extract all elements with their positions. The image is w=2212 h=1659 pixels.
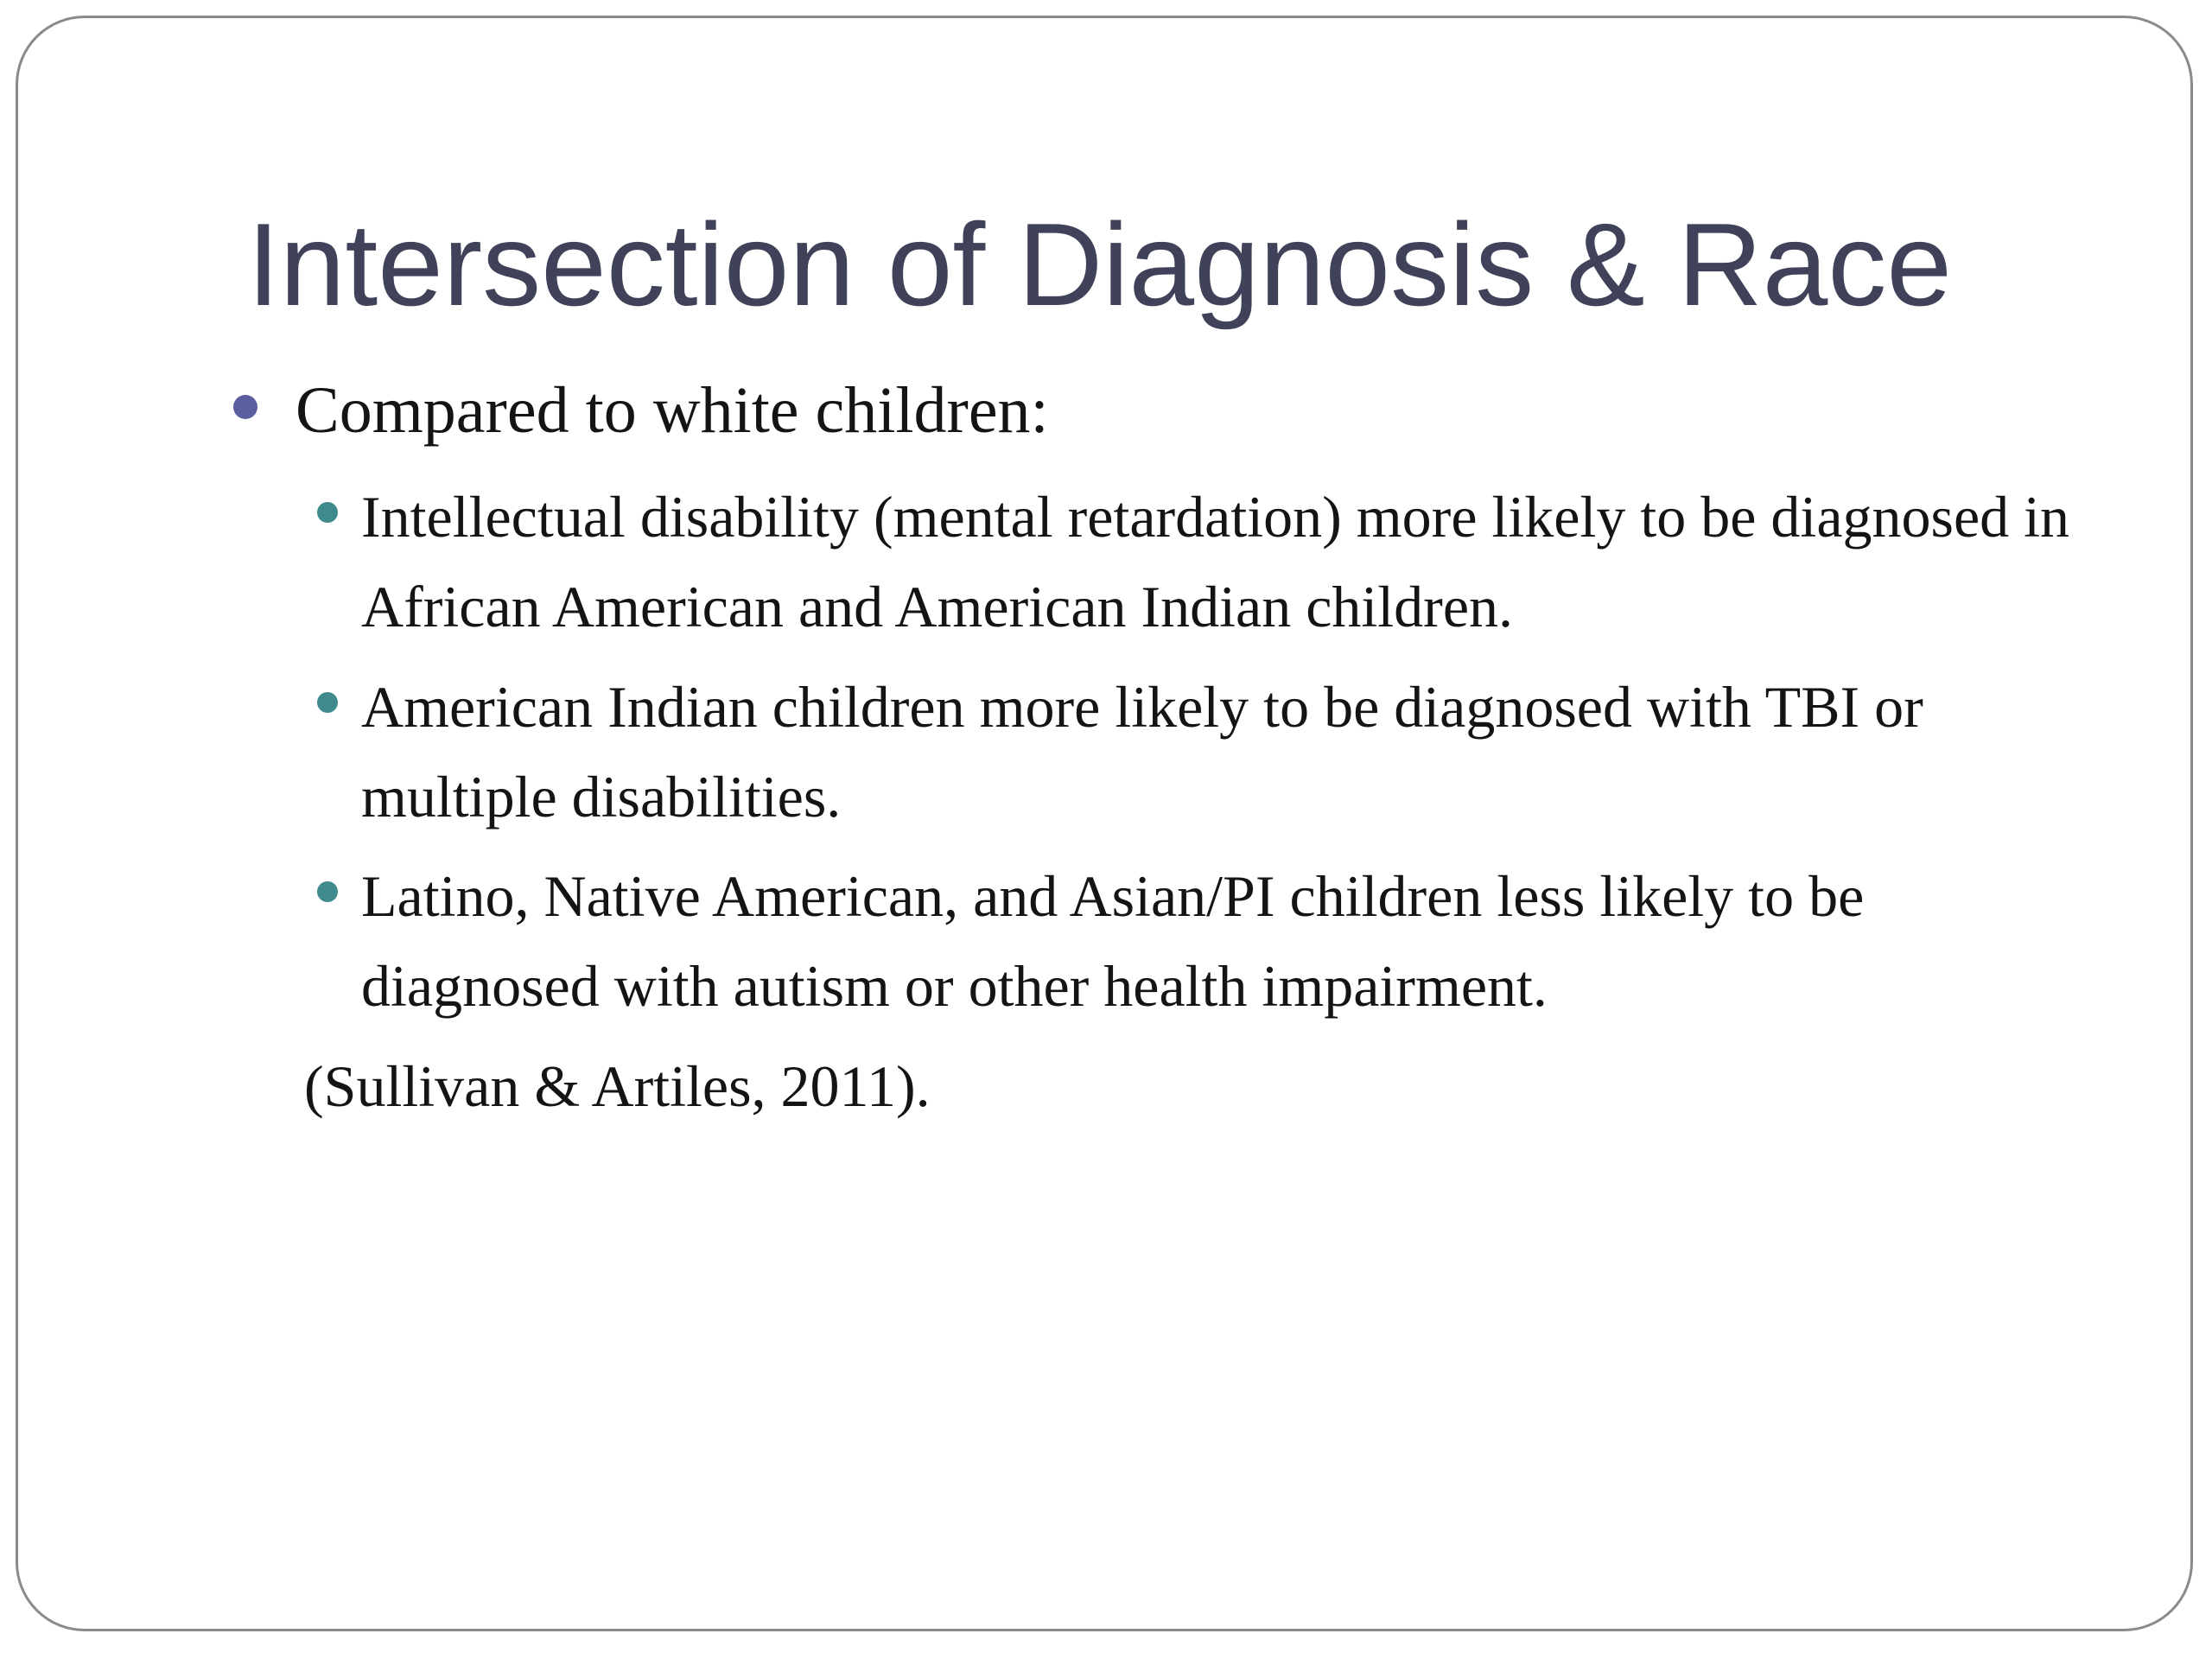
sub-bullet-american-indian: American Indian children more likely to be diagnosed with TBI or multiple disabilities. <box>361 674 1923 830</box>
sub-bullet-dot-icon <box>317 502 338 523</box>
sub-bullet-dot-icon <box>317 881 338 902</box>
sub-bullet-intellectual-disability: Intellectual disability (mental retardation) more likely to be diagnosed in African American and American Indian children. <box>361 484 2070 639</box>
citation: (Sullivan & Artiles, 2011). <box>304 1053 931 1119</box>
bullet-compared: Compared to white children: <box>296 374 1049 447</box>
bullet-dot-icon <box>233 395 257 419</box>
sub-bullet-dot-icon <box>317 692 338 713</box>
slide-title: Intersection of Diagnosis & Race <box>247 199 1952 330</box>
sub-bullet-latino-native-asian: Latino, Native American, and Asian/PI children less likely to be diagnosed with autism or other health impairment. <box>361 863 1865 1019</box>
